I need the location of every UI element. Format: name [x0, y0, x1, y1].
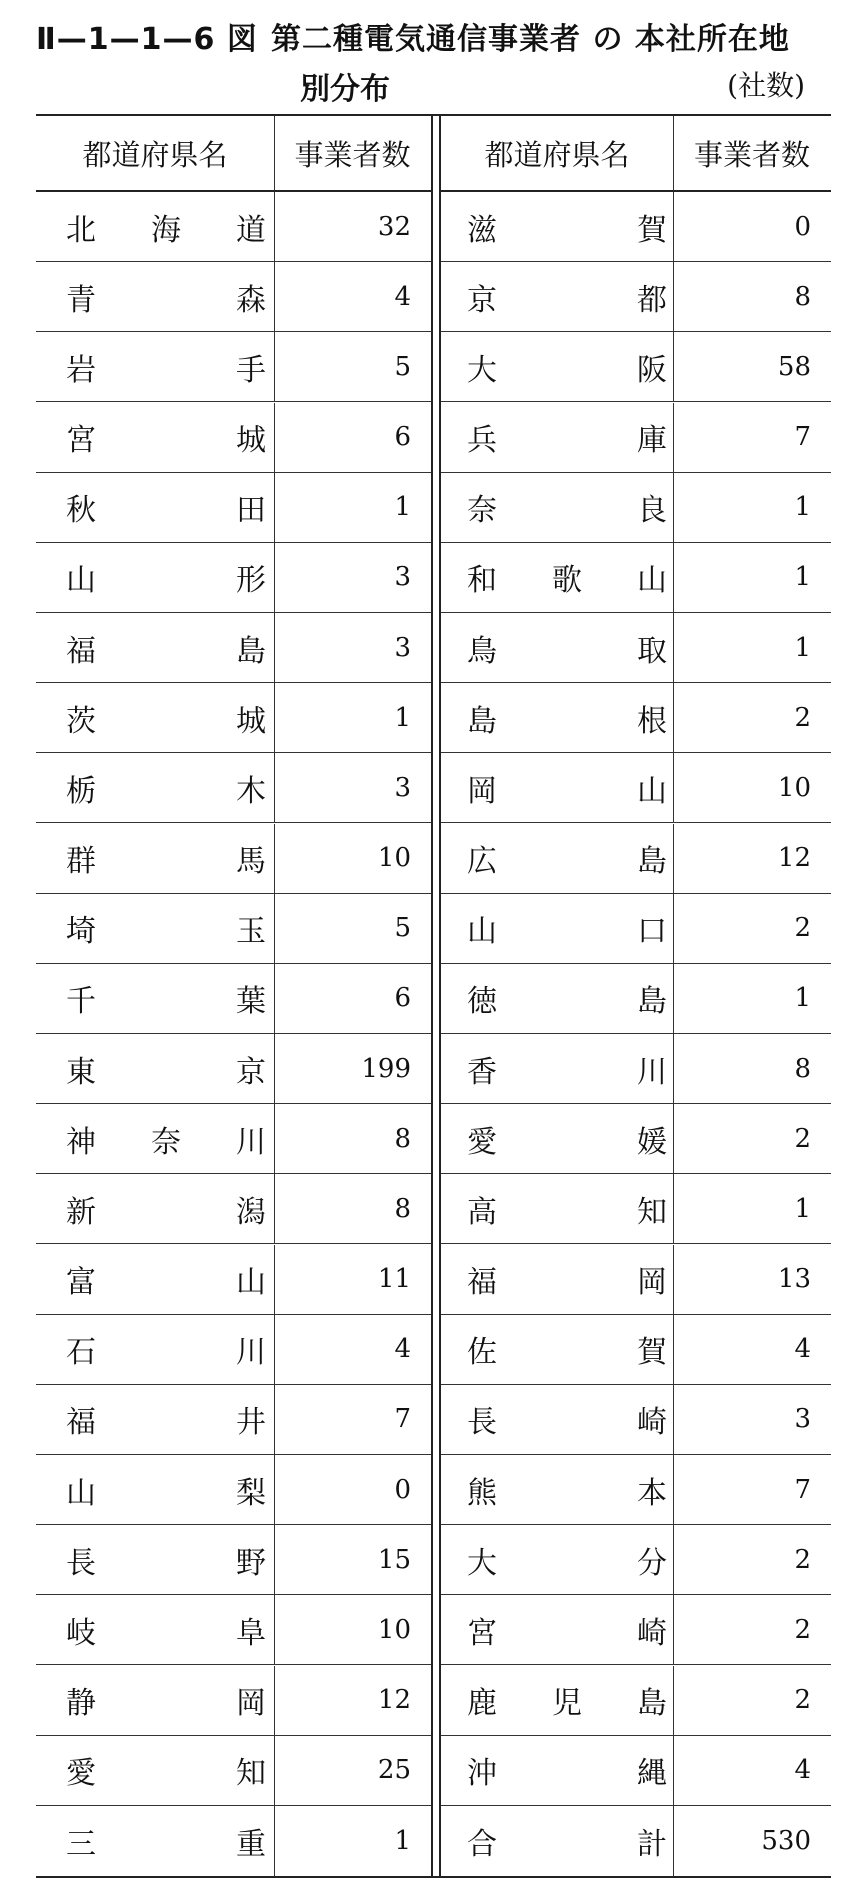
table-double-divider: [431, 116, 441, 1876]
table-row: [441, 613, 831, 683]
header-prefecture: 都道府県名: [82, 137, 228, 172]
table-row: [36, 1455, 431, 1525]
header-prefecture: 都道府県名: [484, 137, 630, 172]
operator-count: 0: [794, 211, 811, 242]
prefecture-name: 和 歌 山: [467, 563, 667, 599]
prefecture-name: 兵 庫: [467, 423, 667, 459]
figure-title: [36, 14, 845, 58]
column-separator: [673, 824, 674, 893]
operator-count: 3: [394, 632, 411, 663]
column-separator: [274, 192, 275, 261]
table-header-row: [441, 116, 831, 192]
table-row: [36, 894, 431, 964]
table-row: [441, 894, 831, 964]
header-count: 事業者数: [294, 137, 411, 172]
operator-count: 4: [394, 1334, 411, 1365]
table-row: [441, 1595, 831, 1665]
operator-count: 2: [794, 1685, 811, 1716]
column-separator: [673, 473, 674, 542]
column-separator: [274, 964, 275, 1033]
operator-count: 5: [394, 913, 411, 944]
operator-count: 1: [794, 562, 811, 593]
table-row: [36, 683, 431, 753]
operator-count: 11: [377, 1264, 411, 1295]
prefecture-name: 鹿 児 島: [467, 1686, 667, 1722]
prefecture-name: 徳 島: [467, 984, 667, 1020]
operator-count: 0: [394, 1474, 411, 1505]
column-separator: [274, 403, 275, 472]
operator-count: 13: [777, 1264, 811, 1295]
prefecture-name: 山 形: [66, 563, 266, 599]
column-separator: [274, 332, 275, 401]
column-separator: [673, 1736, 674, 1805]
title-line-1: 第二種電気通信事業者 の 本社所在地: [271, 22, 790, 57]
table-row: [36, 1806, 431, 1876]
column-separator: [673, 543, 674, 612]
title-line-2: 別分布: [300, 72, 390, 107]
column-separator: [673, 1385, 674, 1454]
operator-count: 4: [394, 281, 411, 312]
operator-count: 1: [794, 632, 811, 663]
prefecture-name: 埼 玉: [66, 914, 266, 950]
operator-count: 3: [394, 562, 411, 593]
table-row: [441, 332, 831, 402]
prefecture-name: 長 野: [66, 1545, 266, 1581]
column-separator: [673, 262, 674, 331]
operator-count: 8: [794, 1053, 811, 1084]
prefecture-name: 広 島: [467, 844, 667, 880]
column-separator: [274, 894, 275, 963]
operator-count: 58: [777, 351, 811, 382]
operator-count: 1: [394, 702, 411, 733]
column-separator: [274, 1315, 275, 1384]
column-separator: [673, 1245, 674, 1314]
column-separator: [274, 1666, 275, 1735]
table-row: [36, 1385, 431, 1455]
prefecture-name: 栃 木: [66, 773, 266, 809]
prefecture-name: 静 岡: [66, 1686, 266, 1722]
operator-count: 10: [777, 772, 811, 803]
table-row: [441, 1806, 831, 1876]
column-separator: [274, 753, 275, 822]
table-row: [36, 192, 431, 262]
prefecture-name: 島 根: [467, 703, 667, 739]
operator-count: 1: [794, 492, 811, 523]
table-row: [441, 1385, 831, 1455]
operator-count: 8: [394, 1193, 411, 1224]
prefecture-name: 長 崎: [467, 1405, 667, 1441]
prefecture-name: 京 都: [467, 282, 667, 318]
prefecture-name: 石 川: [66, 1335, 266, 1371]
operator-count: 6: [394, 422, 411, 453]
column-separator: [274, 1245, 275, 1314]
column-separator: [673, 1455, 674, 1524]
table-row: [36, 1525, 431, 1595]
table-row: [36, 543, 431, 613]
prefecture-name: 沖 縄: [467, 1756, 667, 1792]
operator-count: 1: [394, 1825, 411, 1856]
table-row: [36, 1595, 431, 1665]
table-row: [36, 403, 431, 473]
column-separator: [274, 1806, 275, 1876]
column-separator: [673, 1806, 674, 1876]
prefecture-name: 大 分: [467, 1545, 667, 1581]
operator-count: 5: [394, 351, 411, 382]
prefecture-name: 合 計: [467, 1826, 667, 1862]
table-row: [441, 1455, 831, 1525]
operator-count: 2: [794, 1123, 811, 1154]
column-separator: [274, 1104, 275, 1173]
table-row: [441, 1736, 831, 1806]
table-row: [441, 1245, 831, 1315]
operator-count: 8: [794, 281, 811, 312]
column-separator: [274, 1595, 275, 1664]
prefecture-name: 熊 本: [467, 1475, 667, 1511]
column-separator: [673, 1034, 674, 1103]
operator-count: 10: [377, 843, 411, 874]
operator-count: 10: [377, 1614, 411, 1645]
prefecture-name: 青 森: [66, 282, 266, 318]
column-separator: [274, 473, 275, 542]
column-separator: [673, 403, 674, 472]
table-row: [441, 964, 831, 1034]
prefecture-name: 秋 田: [66, 493, 266, 529]
column-separator: [673, 964, 674, 1033]
operator-count: 4: [794, 1755, 811, 1786]
prefecture-name: 東 京: [66, 1054, 266, 1090]
table-row: [441, 1104, 831, 1174]
operator-count: 6: [394, 983, 411, 1014]
prefecture-name: 愛 媛: [467, 1124, 667, 1160]
prefecture-name: 宮 崎: [467, 1615, 667, 1651]
table-row: [441, 1666, 831, 1736]
column-separator: [673, 192, 674, 261]
operator-count: 2: [794, 1614, 811, 1645]
prefecture-name: 千 葉: [66, 984, 266, 1020]
distribution-table: [36, 114, 831, 1878]
table-row: [441, 753, 831, 823]
column-separator: [673, 1666, 674, 1735]
column-separator: [673, 332, 674, 401]
column-separator: [673, 1315, 674, 1384]
table-row: [441, 824, 831, 894]
prefecture-name: 愛 知: [66, 1756, 266, 1792]
operator-count: 12: [777, 843, 811, 874]
table-right-half: [441, 116, 831, 1876]
table-row: [441, 473, 831, 543]
column-separator: [673, 753, 674, 822]
column-separator: [673, 613, 674, 682]
table-row: [441, 403, 831, 473]
prefecture-name: 北 海 道: [66, 212, 266, 248]
column-separator: [673, 683, 674, 752]
prefecture-name: 茨 城: [66, 703, 266, 739]
operator-count: 7: [794, 1474, 811, 1505]
prefecture-name: 山 口: [467, 914, 667, 950]
prefecture-name: 岩 手: [66, 352, 266, 388]
prefecture-name: 大 阪: [467, 352, 667, 388]
table-row: [36, 613, 431, 683]
operator-count: 12: [377, 1685, 411, 1716]
table-row: [36, 824, 431, 894]
column-separator: [274, 683, 275, 752]
table-row: [441, 683, 831, 753]
column-separator: [274, 1455, 275, 1524]
operator-count: 25: [377, 1755, 411, 1786]
figure-number: Ⅱ—1—1—6 図: [36, 22, 258, 57]
table-row: [36, 262, 431, 332]
column-separator: [274, 1174, 275, 1243]
operator-count: 15: [377, 1544, 411, 1575]
prefecture-name: 山 梨: [66, 1475, 266, 1511]
operator-count: 8: [394, 1123, 411, 1154]
column-separator: [274, 1385, 275, 1454]
prefecture-name: 岡 山: [467, 773, 667, 809]
prefecture-name: 福 岡: [467, 1265, 667, 1301]
table-row: [36, 1245, 431, 1315]
operator-count: 2: [794, 702, 811, 733]
column-separator: [673, 894, 674, 963]
operator-count: 3: [794, 1404, 811, 1435]
table-row: [441, 1315, 831, 1385]
operator-count: 32: [377, 211, 411, 242]
prefecture-name: 福 井: [66, 1405, 266, 1441]
table-row: [441, 1174, 831, 1244]
operator-count: 1: [794, 1193, 811, 1224]
prefecture-name: 富 山: [66, 1265, 266, 1301]
header-count: 事業者数: [693, 137, 810, 172]
operator-count: 3: [394, 772, 411, 803]
prefecture-name: 高 知: [467, 1194, 667, 1230]
operator-count: 2: [794, 1544, 811, 1575]
table-row: [36, 1666, 431, 1736]
table-row: [36, 1174, 431, 1244]
column-separator: [274, 824, 275, 893]
table-row: [441, 262, 831, 332]
prefecture-name: 群 馬: [66, 844, 266, 880]
operator-count: 530: [761, 1825, 811, 1856]
column-separator: [274, 1034, 275, 1103]
prefecture-name: 岐 阜: [66, 1615, 266, 1651]
column-separator: [274, 613, 275, 682]
table-row: [36, 1736, 431, 1806]
table-row: [441, 543, 831, 613]
column-separator: [274, 262, 275, 331]
table-header-row: [36, 116, 431, 192]
prefecture-name: 鳥 取: [467, 633, 667, 669]
prefecture-name: 福 島: [66, 633, 266, 669]
table-row: [36, 964, 431, 1034]
prefecture-name: 三 重: [66, 1826, 266, 1862]
table-row: [441, 192, 831, 262]
column-separator: [673, 1595, 674, 1664]
column-separator: [673, 1104, 674, 1173]
table-left-half: [36, 116, 431, 1876]
column-separator: [673, 1525, 674, 1594]
operator-count: 1: [794, 983, 811, 1014]
table-row: [36, 332, 431, 402]
column-separator: [274, 1525, 275, 1594]
operator-count: 7: [794, 422, 811, 453]
table-row: [441, 1525, 831, 1595]
prefecture-name: 新 潟: [66, 1194, 266, 1230]
table-row: [36, 473, 431, 543]
table-row: [36, 1315, 431, 1385]
prefecture-name: 宮 城: [66, 423, 266, 459]
prefecture-name: 滋 賀: [467, 212, 667, 248]
operator-count: 4: [794, 1334, 811, 1365]
table-row: [36, 1104, 431, 1174]
unit-label: (社数): [727, 69, 805, 102]
column-separator: [673, 1174, 674, 1243]
operator-count: 7: [394, 1404, 411, 1435]
table-row: [36, 753, 431, 823]
prefecture-name: 奈 良: [467, 493, 667, 529]
table-row: [36, 1034, 431, 1104]
table-row: [441, 1034, 831, 1104]
column-separator: [274, 543, 275, 612]
prefecture-name: 佐 賀: [467, 1335, 667, 1371]
prefecture-name: 神 奈 川: [66, 1124, 266, 1160]
operator-count: 1: [394, 492, 411, 523]
prefecture-name: 香 川: [467, 1054, 667, 1090]
column-separator: [274, 1736, 275, 1805]
operator-count: 199: [361, 1053, 411, 1084]
operator-count: 2: [794, 913, 811, 944]
